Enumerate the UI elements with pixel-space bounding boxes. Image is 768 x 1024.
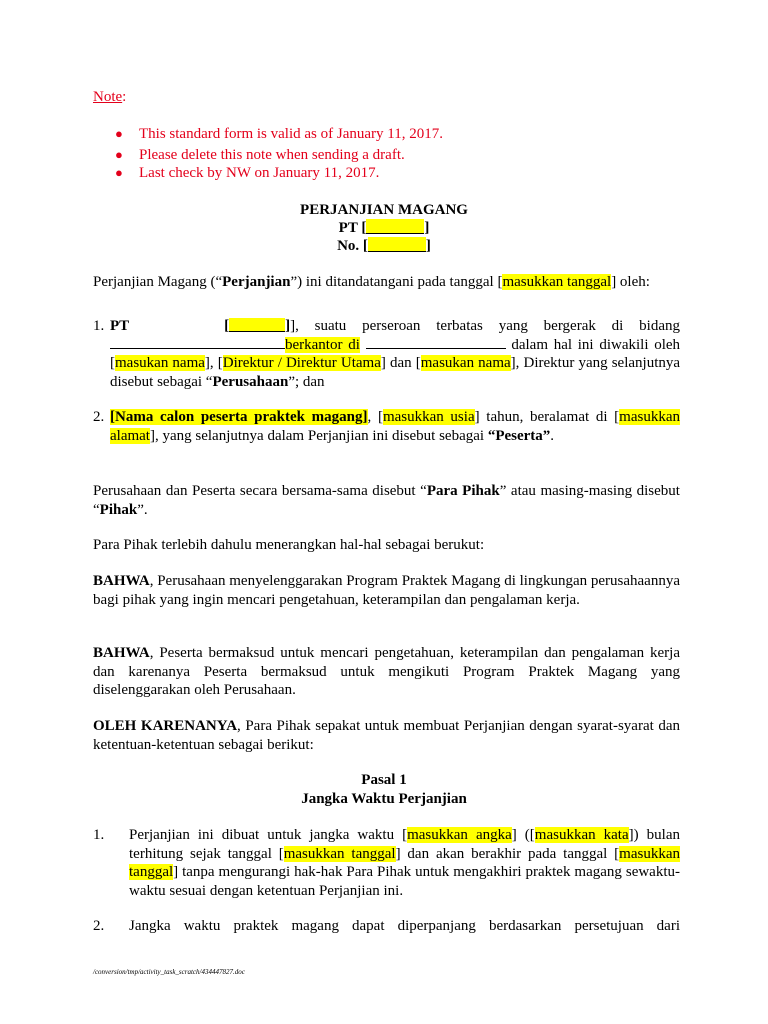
name-placeholder: masukan nama [420,355,511,371]
number-placeholder: masukkan angka [407,827,512,843]
article-title: Pasal 1 [361,772,407,788]
age-placeholder: masukkan usia [382,409,475,425]
article-subtitle: Jangka Waktu Perjanjian [301,791,467,807]
word-placeholder: masukkan kata [534,827,629,843]
explanation-paragraph: Para Pihak terlebih dahulu menerangkan hal-hal sebagai berukut: [93,537,485,553]
note-heading: Note: [93,89,127,105]
name-placeholder: masukan nama [115,355,205,371]
bullet-icon: ● [115,147,123,162]
note-label: Note [93,89,123,105]
role-placeholder: Direktur / Direktur Utama [222,355,381,371]
office-address-blank [366,336,506,349]
list-number: 1. [93,827,105,843]
office-placeholder: berkantor di [285,336,360,353]
document-page: Note: ● This standard form is valid as of January 11, 2017. ● Please delete this note when sending a draft. ● Last check by NW on January 11, 2017. PERJANJIAN MAGANG PT [ ] No. [ ] Perjanjian Magang (“Perjanjian”) ini ditandatangani pada tanggal [masukkan tanggal] oleh: 1. PT [ ]], suatu perseroan terbatas yang bergerak di bidang berkantor di dalam hal ini diwakili oleh [masukan nama], [Direktur / Direktur Utama] dan [masukan nama], Direktur yang selanjutnya disebut sebagai “Perusahaan”; dan 2. [Nama calon peserta praktek magang], [masukkan usia] tahun, beralamat di [masukkan alamat], yang selanjutnya dalam Perjanjian ini disebut sebagai “Peserta”. Perusahaan dan Peserta secara bersama-sama disebut “Para Pihak” atau masing-masing disebut “Pihak”. Para Pihak terlebih dahulu menerangkan hal-hal sebagai berukut: BAHWA, Perusahaan menyelenggarakan Program Praktek Magang di lingkungan perusahaannya bagi pihak yang ingin mencari pengetahuan, keterampilan dan pengalaman kerja. BAHWA, Peserta bermaksud untuk mencari pengetahuan, keterampilan dan pengalaman kerja dan karenanya Peserta bermaksud untuk mengikuti Program Praktek Magang yang diselenggarakan oleh Perusahaan. OLEH KARENANYA, Para Pihak sepakat untuk membuat Perjanjian dengan syarat-syarat dan ketentuan-ketentuan sebagai berikut: Pasal 1 Jangka Waktu Perjanjian 1. Perjanjian ini dibuat untuk jangka waktu [masukkan angka] ([masukkan kata]) bulan terhitung sejak tanggal [masukkan tanggal] dan akan berakhir pada tanggal [masukkan tanggal] tanpa mengurangi hak-hak Para Pihak untuk mengakhiri praktek magang sewaktu-waktu sesuai dengan ketentuan Perjanjian ini. 2. Jangka waktu praktek magang dapat diperpanjang berdasarkan persetujuan dari /conversion/tmp/activity_task_scratch/434447827.doc [0,0,768,1024]
doc-number-blank [368,237,426,252]
date-placeholder: masukkan tanggal [129,845,680,880]
title-number: No. [ ] [337,238,431,254]
file-path-footer: /conversion/tmp/activity_task_scratch/434447827.doc [93,968,245,976]
pt-name-blank [366,219,424,234]
bullet-icon: ● [115,165,123,180]
document-title: PERJANJIAN MAGANG [300,202,468,218]
parties-paragraph: Perusahaan dan Peserta secara bersama-sama disebut “Para Pihak” atau masing-masing disebut “Pihak”. [93,483,680,518]
party2-paragraph: [Nama calon peserta praktek magang], [masukkan usia] tahun, beralamat di [masukkan alamat], yang selanjutnya dalam Perjanjian ini disebut sebagai “Peserta”. [110,409,680,444]
therefore-paragraph: OLEH KARENANYA, Para Pihak sepakat untuk membuat Perjanjian dengan syarat-syarat dan ketentuan-ketentuan sebagai berikut: [93,718,680,753]
date-placeholder: masukkan tanggal [283,845,396,862]
list-number: 2. [93,918,105,934]
title-pt: PT [ ] [338,220,430,236]
pt-name-blank [229,318,285,332]
list-number: 2. [93,409,105,425]
date-placeholder: masukkan tanggal [502,274,612,290]
participant-name-placeholder: [Nama calon peserta praktek magang] [110,409,368,425]
list-number: 1. [93,318,105,334]
clause2-paragraph: Jangka waktu praktek magang dapat diperpanjang berdasarkan persetujuan dari [129,918,680,934]
whereas-paragraph-1: BAHWA, Perusahaan menyelenggarakan Program Praktek Magang di lingkungan perusahaannya bagi pihak yang ingin mencari pengetahuan, keterampilan dan pengalaman kerja. [93,573,680,608]
whereas-paragraph-2: BAHWA, Peserta bermaksud untuk mencari pengetahuan, keterampilan dan pengalaman kerja dan karenanya Peserta bermaksud untuk mengikuti Program Praktek Magang yang diselenggarakan oleh Perusahaan. [93,645,680,698]
address-placeholder: masukkan alamat [110,409,680,444]
intro-paragraph: Perjanjian Magang (“Perjanjian”) ini ditandatangani pada tanggal [masukkan tanggal] oleh: [93,274,650,290]
business-field-blank [110,336,285,349]
party1-paragraph: PT [ ]], suatu perseroan terbatas yang bergerak di bidang berkantor di dalam hal ini diwakili oleh [masukan nama], [Direktur / Direktur Utama] dan [masukan nama], Direktur yang selanjutnya disebut sebagai “Perusahaan”; dan [110,318,681,390]
bullet-icon: ● [115,126,123,141]
clause1-paragraph: Perjanjian ini dibuat untuk jangka waktu [masukkan angka] ([masukkan kata]) bulan terhitung sejak tanggal [masukkan tanggal] dan akan berakhir pada tanggal [masukkan tanggal] tanpa mengurangi hak-hak Para Pihak untuk mengakhiri praktek magang sewaktu-waktu sesuai dengan ketentuan Perjanjian ini. [129,827,680,899]
